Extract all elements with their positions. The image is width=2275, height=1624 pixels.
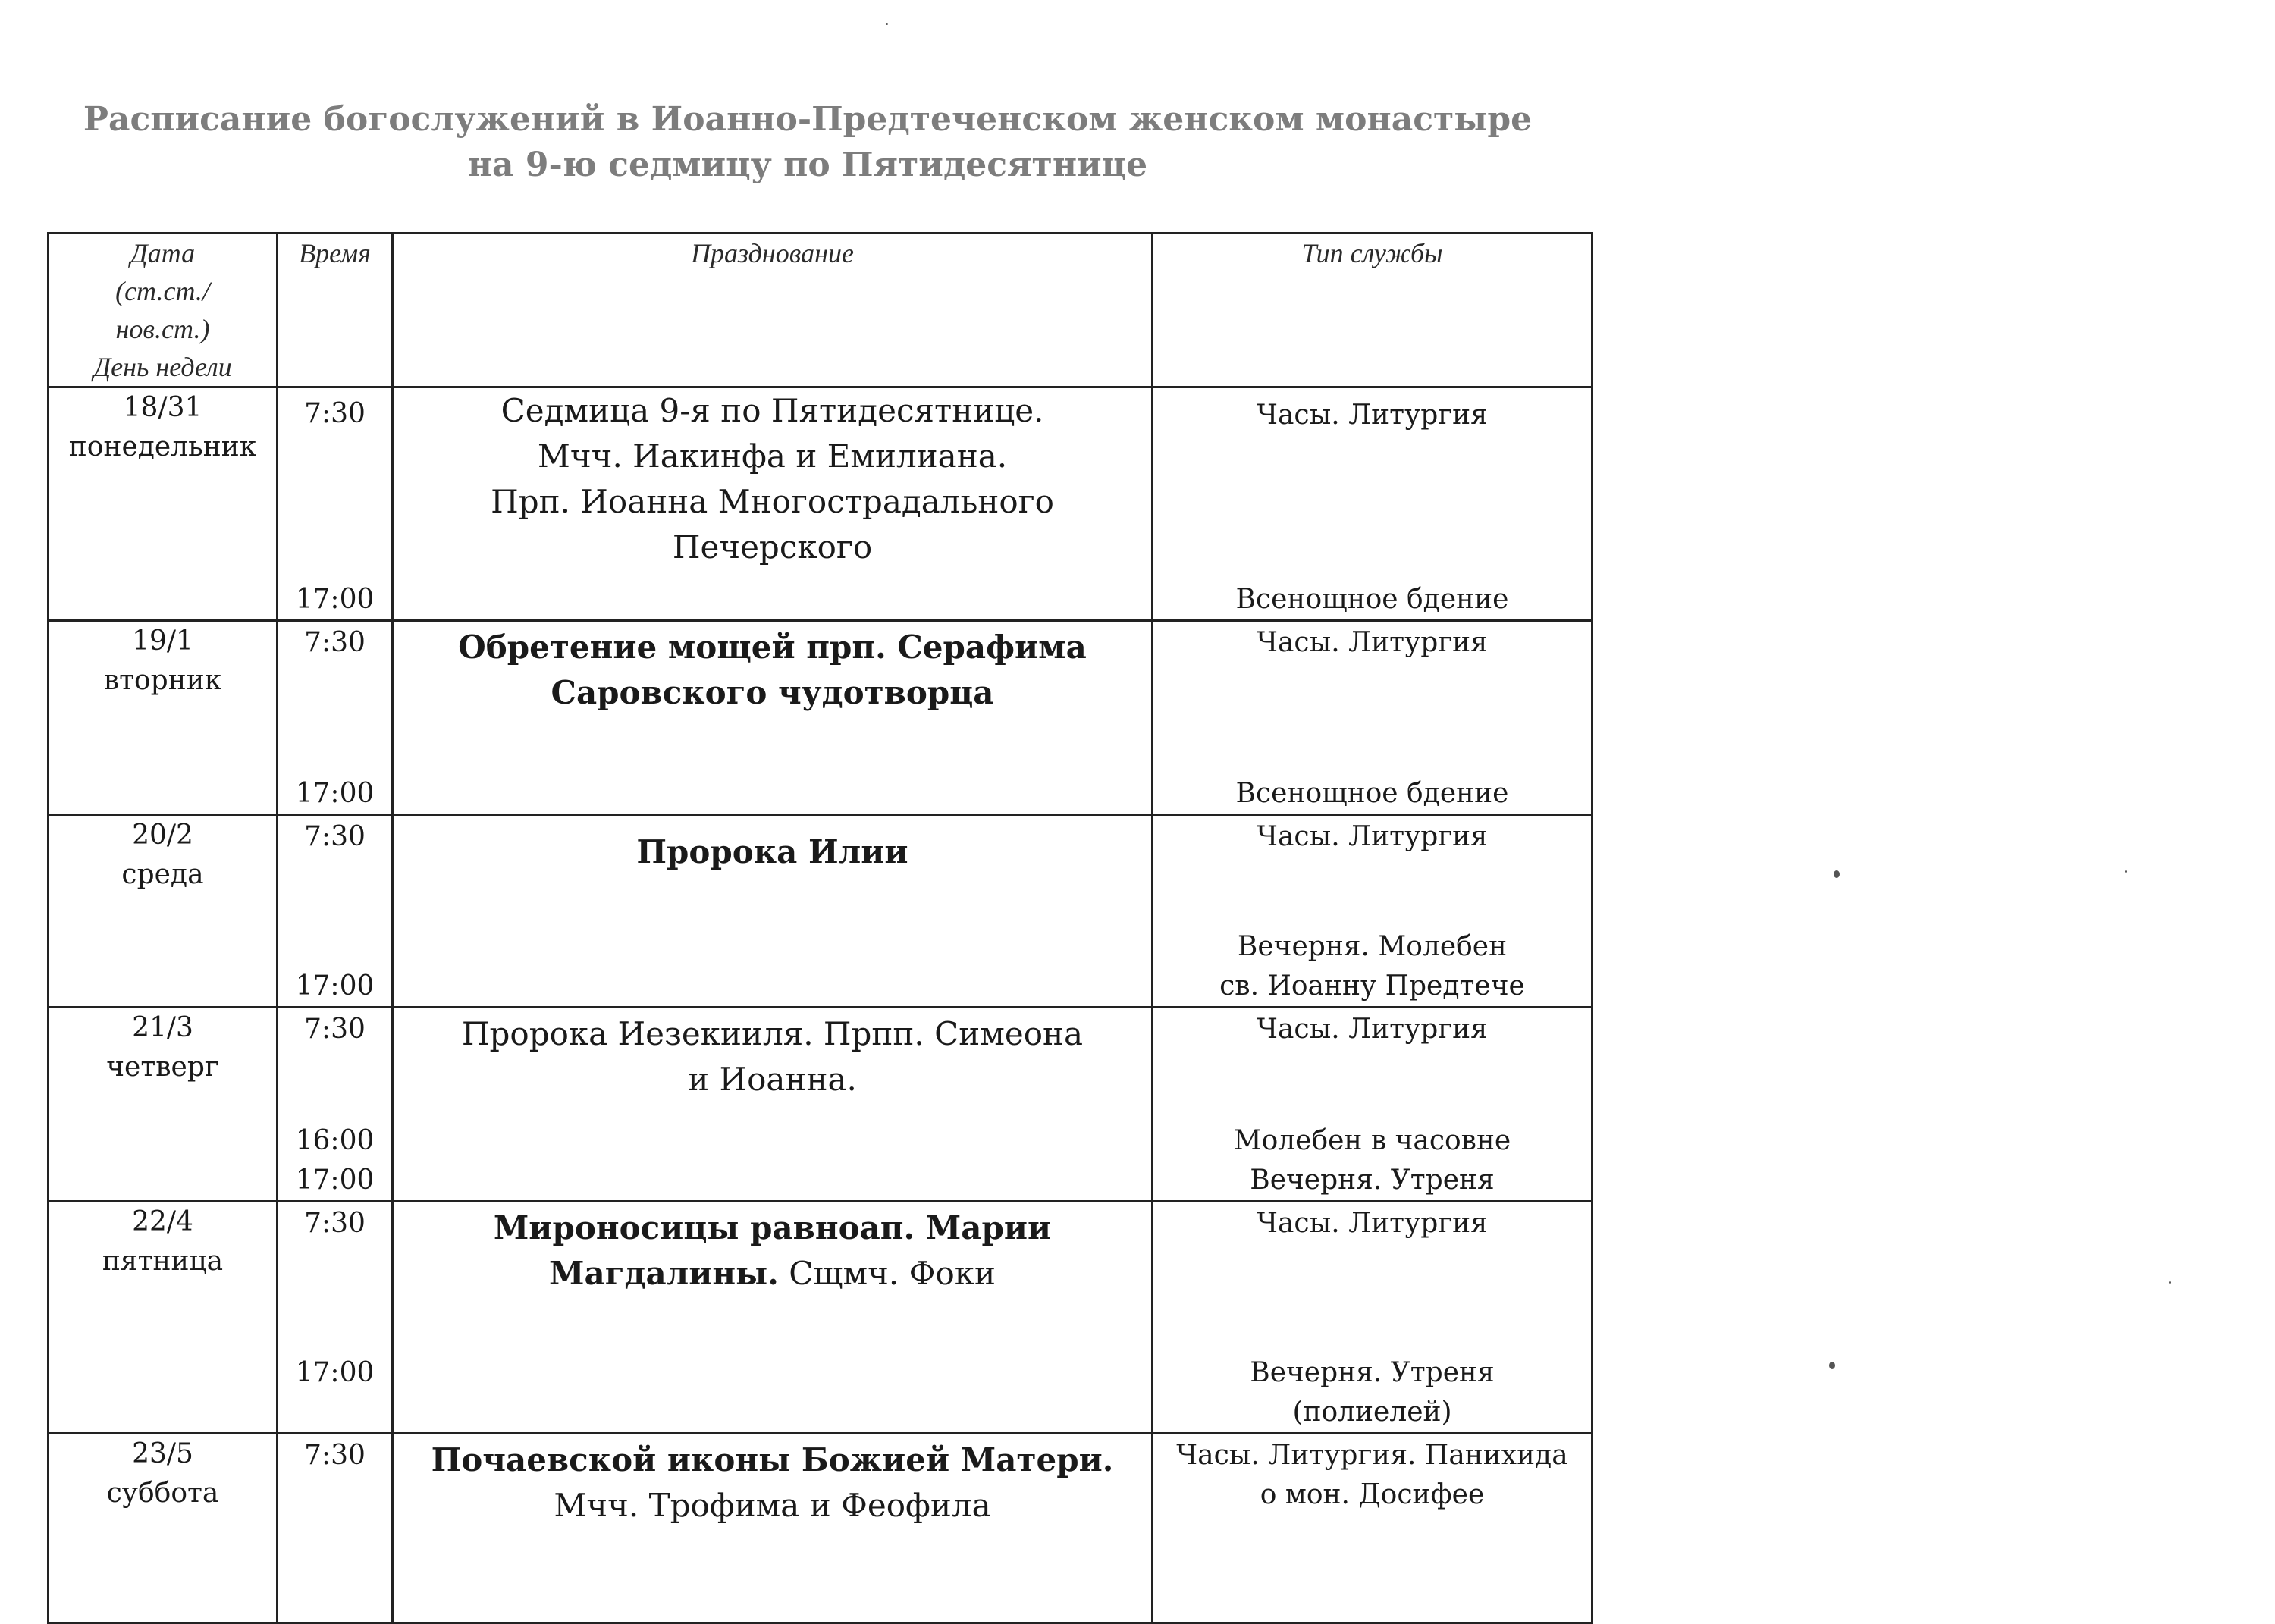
date: 18/31	[123, 392, 202, 423]
date-cell	[49, 387, 278, 621]
time-morning: 7:30	[304, 627, 366, 658]
service-evening	[1153, 927, 1591, 1006]
date-cell	[49, 815, 278, 1008]
feast-line: Печерского	[672, 528, 873, 566]
service-cell	[1153, 621, 1592, 815]
service-cell	[1153, 1008, 1592, 1202]
scan-speck	[2169, 1281, 2171, 1284]
header-time: Время	[278, 234, 393, 387]
feast-line-bold: Пророка Илии	[636, 833, 908, 870]
weekday: вторник	[103, 665, 222, 696]
table-row	[49, 815, 1592, 1008]
feast-line-bold: Саровского чудотворца	[551, 674, 994, 711]
feast-line-bold: Обретение мощей прп. Серафима	[458, 629, 1087, 666]
schedule-table	[47, 232, 1593, 1624]
weekday: четверг	[106, 1052, 219, 1083]
feast-line: Прп. Иоанна Многострадального	[491, 483, 1054, 520]
service-line: св. Иоанну Предтече	[1219, 970, 1525, 1002]
header-row	[49, 234, 1592, 387]
service-morning: Часы. Литургия	[1257, 1208, 1488, 1239]
time-morning: 7:30	[304, 1014, 366, 1045]
header-feast: Празднование	[393, 234, 1153, 387]
feast-cell	[393, 815, 1153, 1008]
service-evening: Вечерня. Утреня	[1250, 1165, 1495, 1196]
feast-plain-part: Сщмч. Фоки	[778, 1255, 996, 1292]
service-line: о мон. Досифее	[1260, 1479, 1485, 1510]
table-row	[49, 1008, 1592, 1202]
time-evening: 17:00	[295, 778, 375, 809]
date: 22/4	[132, 1206, 193, 1237]
feast-line-bold: Мироносицы равноап. Марии	[493, 1209, 1052, 1246]
time-cell	[278, 815, 393, 1008]
service-afternoon: Молебен в часовне	[1233, 1125, 1511, 1156]
feast-line-mixed	[394, 1251, 1151, 1296]
header-date	[49, 234, 278, 387]
time-cell	[278, 1202, 393, 1434]
service-morning: Часы. Литургия	[1257, 400, 1488, 431]
service-cell	[1153, 1434, 1592, 1623]
time-afternoon: 16:00	[295, 1125, 375, 1156]
time-cell	[278, 1434, 393, 1623]
service-morning: Часы. Литургия	[1257, 627, 1488, 658]
service-cell	[1153, 387, 1592, 621]
service-morning: Часы. Литургия	[1257, 821, 1488, 852]
weekday: среда	[121, 859, 204, 890]
service-line: Часы. Литургия. Панихида	[1176, 1440, 1568, 1471]
date: 19/1	[132, 625, 193, 657]
date-cell	[49, 1008, 278, 1202]
feast-line: Мчч. Трофима и Феофила	[554, 1487, 991, 1524]
time-evening: 17:00	[295, 584, 375, 615]
date: 20/2	[132, 820, 193, 851]
service-line: Вечерня. Утреня	[1250, 1357, 1495, 1388]
service-line: (полиелей)	[1292, 1397, 1452, 1428]
header-date-line: (ст.ст./	[115, 276, 210, 306]
table-row	[49, 1434, 1592, 1623]
weekday: понедельник	[68, 431, 257, 462]
time-cell	[278, 387, 393, 621]
service-evening	[1153, 1353, 1591, 1432]
service-cell	[1153, 815, 1592, 1008]
table-row	[49, 1202, 1592, 1434]
service-evening-group	[1153, 1121, 1591, 1200]
service-cell	[1153, 1202, 1592, 1434]
time-cell	[278, 1008, 393, 1202]
service-morning	[1153, 1436, 1591, 1515]
time-evening: 17:00	[295, 970, 375, 1002]
date: 21/3	[132, 1012, 193, 1043]
header-service-type: Тип службы	[1153, 234, 1592, 387]
scan-speck	[886, 23, 888, 25]
feast-line: Мчч. Иакинфа и Емилиана.	[537, 437, 1008, 475]
document-title	[0, 97, 1615, 188]
feast-cell	[393, 387, 1153, 621]
time-morning: 7:30	[304, 1208, 366, 1239]
time-cell	[278, 621, 393, 815]
scan-speck	[1829, 1362, 1835, 1369]
feast-line: и Иоанна.	[688, 1061, 857, 1098]
scan-speck	[1834, 870, 1840, 878]
title-line-1: Расписание богослужений в Иоанно-Предтеченском женском монастыре	[83, 100, 1533, 139]
service-evening: Всенощное бдение	[1235, 584, 1509, 615]
time-evening: 17:00	[295, 1357, 375, 1388]
header-date-line: День недели	[93, 352, 232, 382]
feast-line: Седмица 9-я по Пятидесятнице.	[500, 392, 1044, 429]
date-cell	[49, 1202, 278, 1434]
feast-bold-part: Магдалины.	[549, 1255, 779, 1292]
time-morning: 7:30	[304, 821, 366, 852]
feast-cell	[393, 1434, 1153, 1623]
feast-line-bold: Почаевской иконы Божией Матери.	[431, 1441, 1114, 1478]
date-cell	[49, 621, 278, 815]
weekday: пятница	[102, 1246, 224, 1277]
time-morning: 7:30	[304, 1440, 366, 1471]
feast-cell	[393, 621, 1153, 815]
scan-speck	[2125, 870, 2127, 873]
feast-cell	[393, 1202, 1153, 1434]
feast-line: Пророка Иезекииля. Прпп. Симеона	[461, 1015, 1084, 1052]
date-cell	[49, 1434, 278, 1623]
header-date-line: нов.ст.)	[115, 314, 210, 344]
header-date-line: Дата	[130, 238, 196, 268]
time-morning: 7:30	[304, 398, 366, 429]
weekday: суббота	[106, 1478, 219, 1509]
date: 23/5	[132, 1438, 193, 1469]
service-evening: Всенощное бдение	[1235, 778, 1509, 809]
time-evening: 17:00	[295, 1165, 375, 1196]
feast-cell	[393, 1008, 1153, 1202]
table-row	[49, 387, 1592, 621]
service-morning: Часы. Литургия	[1257, 1014, 1488, 1045]
title-line-2: на 9-ю седмицу по Пятидесятнице	[467, 146, 1148, 184]
table-row	[49, 621, 1592, 815]
service-line: Вечерня. Молебен	[1237, 931, 1508, 962]
